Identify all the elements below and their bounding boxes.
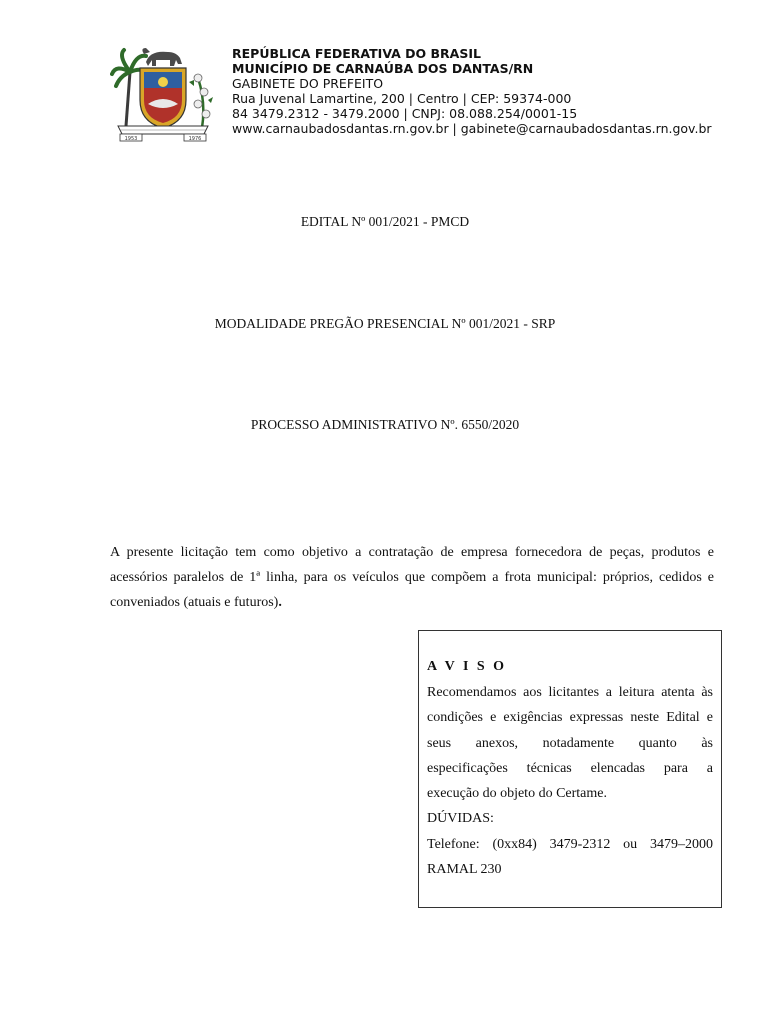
objective-text: A presente licitação tem como objetivo a contratação de empresa fornecedora de peças, produtos e acessórios paralelos de 1ª linha, para os veículos que compõem a frota municipal: próprios, cedidos e conveniados (atuais e futuros): [110, 545, 714, 610]
notice-body: Recomendamos aos licitantes a leitura atenta às condições e exigências expressas neste Edital e seus anexos, notadamente quanto às especificações técnicas elencadas para a: [427, 685, 713, 776]
processo-title: PROCESSO ADMINISTRATIVO Nº. 6550/2020: [250, 417, 520, 432]
notice-extension: RAMAL 230: [427, 862, 502, 878]
notice-body-end: execução do objeto do Certame.: [427, 786, 607, 802]
letterhead-address: Rua Juvenal Lamartine, 200 | Centro | CEP: 59374-000: [232, 91, 572, 106]
letterhead-country: REPÚBLICA FEDERATIVA DO BRASIL: [232, 46, 481, 61]
objective-period: .: [278, 595, 282, 610]
coat-of-arms-icon: [110, 42, 214, 142]
notice-questions-label: DÚVIDAS:: [427, 811, 494, 827]
notice-phone: Telefone: (0xx84) 3479-2312 ou 3479–2000: [427, 836, 713, 852]
crest-left-year: 1953: [124, 136, 138, 142]
letterhead-phone-cnpj: 84 3479.2312 - 3479.2000 | CNPJ: 08.088.254/0001-15: [232, 106, 578, 121]
notice-title: A V I S O: [427, 659, 507, 674]
objective-paragraph: [110, 540, 714, 615]
letterhead-office: GABINETE DO PREFEITO: [232, 76, 384, 91]
crest-right-year: 1976: [188, 136, 202, 142]
letterhead-web-email: www.carnaubadosdantas.rn.gov.br | gabinete@carnaubadosdantas.rn.gov.br: [232, 121, 712, 136]
modalidade-title: MODALIDADE PREGÃO PRESENCIAL Nº 001/2021 - SRP: [214, 316, 556, 331]
letterhead-municipality: MUNICÍPIO DE CARNAÚBA DOS DANTAS/RN: [232, 61, 534, 76]
notice-box: [418, 630, 722, 908]
edital-title: EDITAL Nº 001/2021 - PMCD: [300, 214, 470, 229]
letterhead: [232, 46, 712, 136]
